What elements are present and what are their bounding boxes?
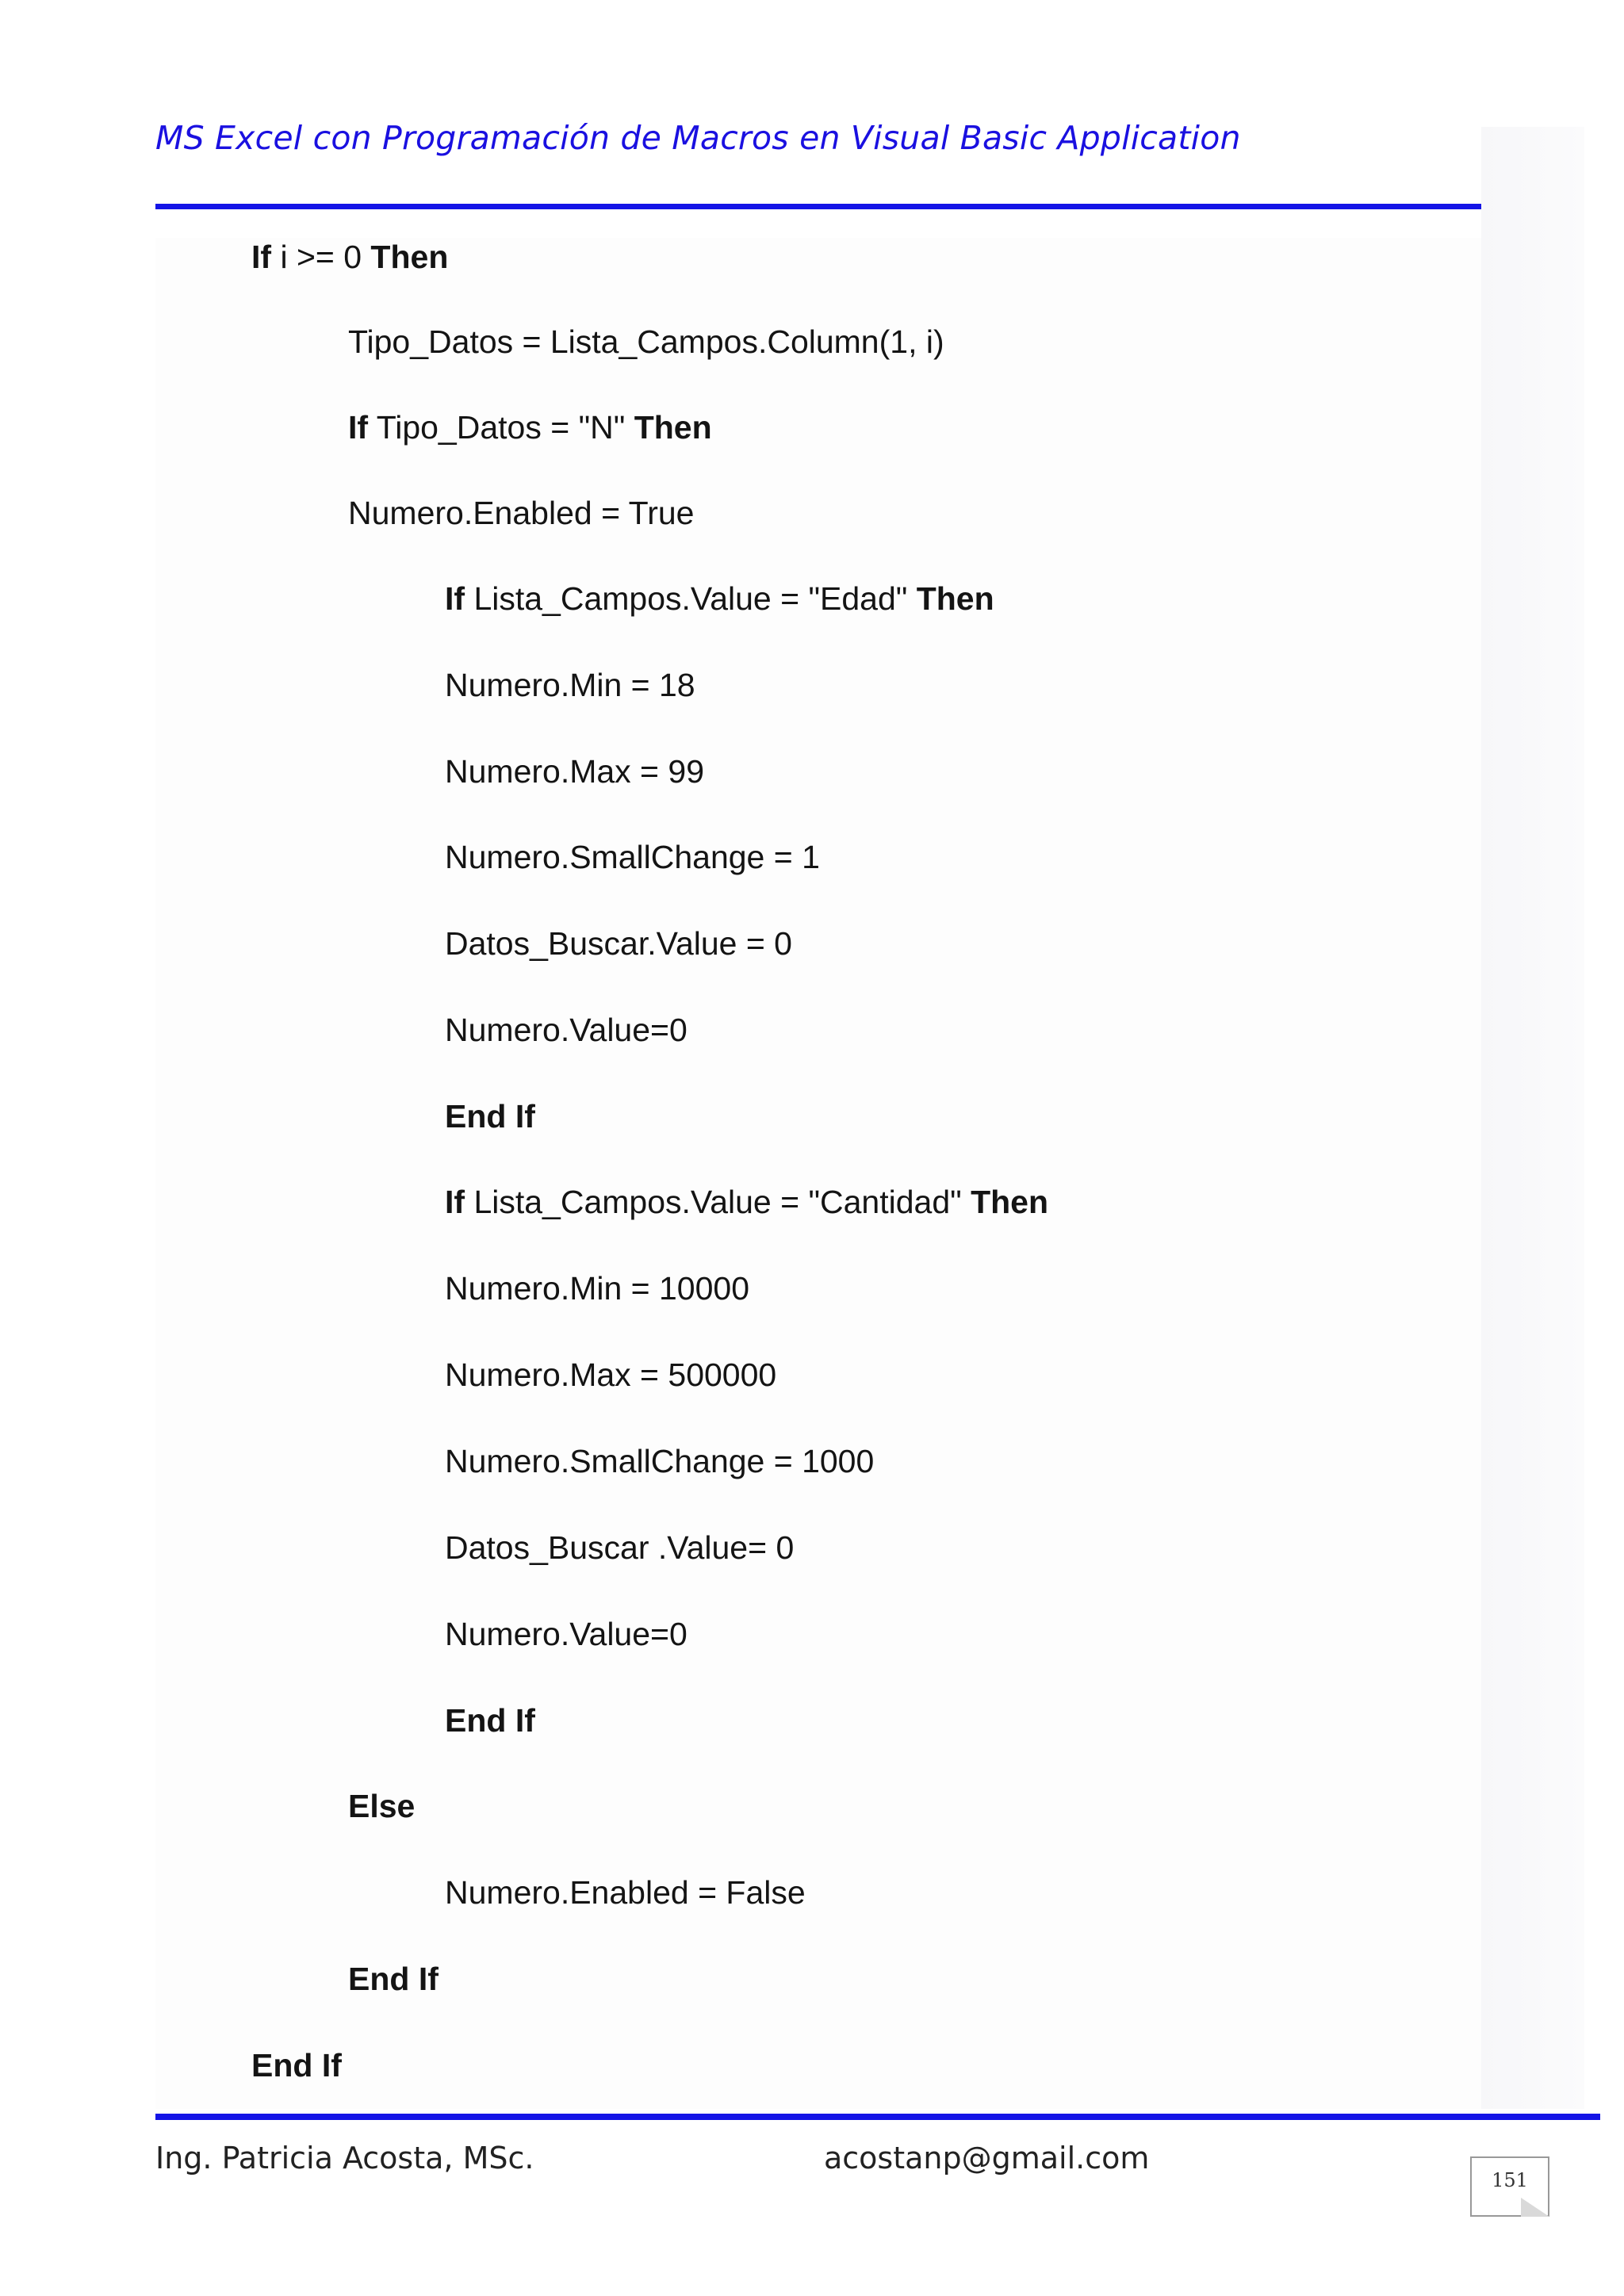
- code-text: Tipo_Datos = "N": [368, 409, 634, 446]
- page-number-box: [1470, 2156, 1549, 2217]
- footer-email: acostanp@gmail.com: [824, 2141, 1150, 2175]
- code-keyword: If: [445, 580, 465, 617]
- code-line: [445, 1010, 688, 1050]
- code-line: [445, 1614, 688, 1654]
- code-line: [445, 1441, 874, 1481]
- code-line: [348, 1786, 415, 1826]
- code-text: Numero.Value=0: [445, 1616, 688, 1652]
- code-text: Tipo_Datos = Lista_Campos.Column(1, i): [348, 323, 944, 360]
- page-curl-icon: [1521, 2198, 1549, 2217]
- code-text: Numero.Min = 10000: [445, 1270, 750, 1307]
- code-line: [445, 1182, 1048, 1222]
- code-line: [445, 1355, 776, 1395]
- code-text: Numero.Max = 500000: [445, 1357, 777, 1393]
- code-keyword: If: [445, 1184, 465, 1220]
- code-line: [348, 1959, 439, 1999]
- code-line: [445, 1269, 749, 1308]
- code-line: [445, 665, 695, 705]
- code-keyword: End If: [348, 1961, 439, 1997]
- code-line: [445, 752, 704, 791]
- code-line: [445, 1701, 535, 1740]
- code-keyword: Then: [971, 1184, 1049, 1220]
- code-text: Numero.Min = 18: [445, 667, 695, 703]
- code-line: [445, 837, 820, 877]
- code-text: Datos_Buscar.Value = 0: [445, 925, 792, 962]
- footer-author: Ing. Patricia Acosta, MSc.: [155, 2141, 534, 2175]
- code-keyword: If: [251, 239, 272, 275]
- code-line: [348, 408, 712, 447]
- code-text: Lista_Campos.Value = "Edad": [465, 580, 917, 617]
- code-line: [251, 2045, 342, 2085]
- code-text: i >= 0: [271, 239, 371, 275]
- header-title: MS Excel con Programación de Macros en Visual Basic Application: [155, 119, 1241, 157]
- page-number: 151: [1492, 2169, 1528, 2191]
- code-keyword: Else: [348, 1788, 416, 1824]
- code-line: [348, 493, 694, 533]
- code-line: [445, 1528, 794, 1567]
- code-keyword: If: [348, 409, 369, 446]
- code-keyword: End If: [445, 1702, 535, 1739]
- code-keyword: End If: [445, 1098, 535, 1135]
- code-line: [251, 237, 448, 277]
- code-line: [445, 924, 792, 963]
- code-text: Numero.SmallChange = 1000: [445, 1443, 875, 1479]
- code-keyword: Then: [916, 580, 994, 617]
- code-text: Numero.SmallChange = 1: [445, 839, 820, 875]
- code-keyword: Then: [370, 239, 449, 275]
- code-text: Numero.Enabled = True: [348, 495, 695, 531]
- code-text: Numero.Max = 99: [445, 753, 704, 790]
- code-text: Datos_Buscar .Value= 0: [445, 1529, 795, 1566]
- code-line: [445, 1096, 535, 1136]
- code-line: [445, 1873, 806, 1912]
- footer-rule: [155, 2114, 1600, 2120]
- header-rule: [155, 204, 1481, 209]
- code-text: Numero.Enabled = False: [445, 1874, 806, 1911]
- code-line: [348, 322, 944, 362]
- code-keyword: Then: [634, 409, 712, 446]
- code-text: Numero.Value=0: [445, 1012, 688, 1048]
- page-edge-shade: [1481, 127, 1584, 2109]
- code-keyword: End If: [251, 2047, 342, 2084]
- code-text: Lista_Campos.Value = "Cantidad": [465, 1184, 971, 1220]
- code-line: [445, 579, 994, 618]
